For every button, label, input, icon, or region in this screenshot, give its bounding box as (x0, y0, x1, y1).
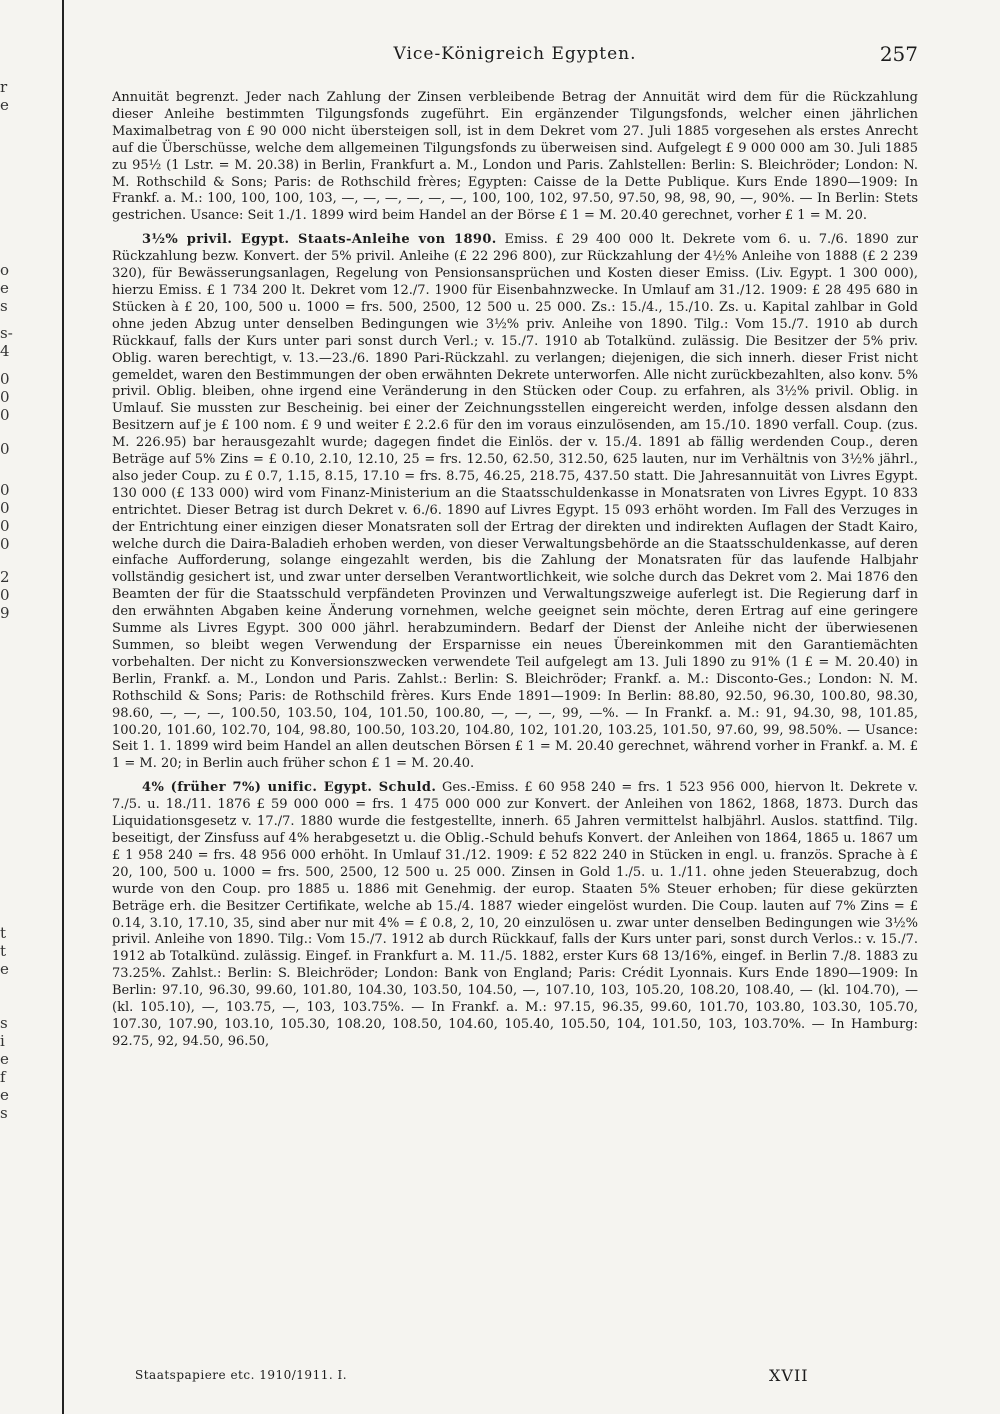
margin-fragment: 4 (0, 342, 10, 360)
margin-fragment: e (0, 1086, 9, 1104)
margin-fragment: 0 (0, 440, 10, 458)
page-footer (135, 1366, 835, 1386)
running-title: Vice-Königreich Egypten. (393, 44, 637, 64)
page-number: 257 (879, 42, 918, 66)
margin-fragment: s- (0, 324, 13, 342)
margin-fragment: e (0, 96, 9, 114)
sheet-number: XVII (769, 1366, 809, 1385)
paragraph-unified-debt (112, 780, 918, 1051)
margin-fragment: 0 (0, 388, 10, 406)
margin-fragment: 0 (0, 406, 10, 424)
margin-fragment: 0 (0, 370, 10, 388)
paragraph-annuity: Annuität begrenzt. Jeder nach Zahlung der Zinsen verbleibende Betrag der Annuität wird dem für die Rückzahlung dieser Anleihe bestimmten Tilgungsfonds zugeführt. Ein ergänzender Tilgungsfonds, welcher einen jährlichen Maximalbetrag von £ 90 000 nicht übersteigen soll, ist in dem Dekret vom 27. Juli 1885 vorgesehen als erstes Anrecht auf die Überschüsse, welche dem allgemeinen Tilgungsfonds zu überweisen sind. Aufgelegt £ 9 000 000 am 30. Juli 1885 zu 95½ (1 Lstr. = M. 20.38) in Berlin, Frankfurt a. M., London und Paris. Zahlstellen: Berlin: S. Bleichröder; London: N. M. Rothschild & Sons; Paris: de Rothschild frères; Egypten: Caisse de la Dette Publique. Kurs Ende 1890—1909: In Frankf. a. M.: 100, 100, 100, 103, —, —, —, —, —, —, 100, 100, 102, 97.50, 97.50, 98, 98, 90, —, 90%. — In Berlin: Stets gestrichen. Usance: Seit 1./1. 1899 wird beim Handel an der Börse £ 1 = M. 20.40 gerechnet, vorher £ 1 = M. 20. (112, 90, 918, 224)
margin-fragment: e (0, 960, 9, 978)
margin-fragment: 0 (0, 499, 10, 517)
margin-fragment: o (0, 261, 10, 279)
margin-fragment: 2 (0, 568, 10, 586)
section-title-unified-debt: 4% (früher 7%) unific. Egypt. Schuld. (142, 780, 437, 796)
margin-fragment: 0 (0, 481, 10, 499)
section-body-loan-1890: Emiss. £ 29 400 000 lt. Dekrete vom 6. u. 7./6. 1890 zur Rückzahlung bezw. Konvert. der 5% privil. Anleihe (£ 22 296 800), zur Rückzahlung der 4½% Anleihe von 1888 (£ 2 239 320), für Bewässerungsanlagen, Regelung von Pensionsansprüchen und Kosten dieser Emiss. (Liv. Egypt. 1 300 000), hierzu Emiss. £ 1 734 200 lt. Dekret vom 12./7. 1900 für Eisenbahnzwecke. In Umlauf am 31./12. 1909: £ 28 495 680 in Stücken à £ 20, 100, 500 u. 1000 = frs. 500, 2500, 12 500 u. 25 000. Zs.: 15./4., 15./10. Zs. u. Kapital zahlbar in Gold ohne jeden Abzug unter denselben Bedingungen wie 3½% priv. Anleihe von 1890. Tilg.: Vom 15./7. 1910 ab durch Rückkauf, falls der Kurs unter pari sonst durch Verl.; v. 15./7. 1910 ab Totalkünd. zulässig. Die Besitzer der 5% priv. Oblig. waren berechtigt, v. 13.—23./6. 1890 Pari-Rückzahl. zu verlangen; diejenigen, die sich innerh. dieser Frist nicht gemeldet, waren den Bestimmungen der oben erwähnten Dekrete unterworfen. Alle nicht zurückbezahlten, also konv. 5% privil. Oblig. bleiben, ohne irgend eine Veränderung in den Stücken oder Coup. zu erfahren, als 3½% privil. Oblig. in Umlauf. Sie mussten zur Bescheinig. bei einer der Zeichnungsstellen eingereicht werden, infolge dessen alsdann den Besitzern auf je £ 100 nom. £ 9 und weiter £ 2.2.6 für den im voraus einzulösenden, am 15./10. 1890 verfall. Coup. (zus. M. 226.95) bar herausgezahlt wurde; dagegen findet die Einlös. der v. 15./4. 1891 ab fällig werdenden Coup., deren Beträge auf 5% Zins = £ 0.10, 2.10, 12.10, 25 = frs. 12.50, 62.50, 312.50, 625 lauten, nur im Verhältnis von 3½% jährl., also jeder Coup. zu £ 0.7, 1.15, 8.15, 17.10 = frs. 8.75, 46.25, 218.75, 437.50 statt. Die Jahresannuität von Livres Egypt. 130 000 (£ 133 000) wird vom Finanz-Ministerium an die Staatsschuldenkasse in Monatsraten von Livres Egypt. 10 833 entrichtet. Dieser Betrag ist durch Dekret v. 6./6. 1890 auf Livres Egypt. 15 093 erhöht worden. Im Fall des Verzuges in der Entrichtung einer einzigen dieser Monatsraten soll der Ertrag der direkten und indirekten Auflagen der Stadt Kairo, welche durch die Daira-Baladieh erhoben werden, von dieser Verwaltungsbehörde an die Staatsschuldenkasse, auf deren einfache Aufforderung, solange eingezahlt werden, bis die Zahlung der Monatsraten für das laufende Halbjahr vollständig gesichert ist, und zwar unter derselben Verantwortlichkeit, wie solche durch das Dekret vom 2. Mai 1876 den Beamten der für die Staatsschuld verpfändeten Provinzen und Verwaltungszweige auferlegt ist. Die Regierung darf in den erwähnten Abgaben keine Änderung vornehmen, welche geeignet sein möchte, deren Ertrag auf eine geringere Summe als Livres Egypt. 300 000 jährl. herabzumindern. Bedarf der Dienst der Anleihe nicht der überwiesenen Summen, so bleibt wegen Verwendung der Ersparnisse ein neues Übereinkommen mit den Garantiemächten vorbehalten. Der nicht zu Konversionszwecken verwendete Teil aufgelegt am 13. Juli 1890 zu 91% (1 £ = M. 20.40) in Berlin, Frankf. a. M., London und Paris. Zahlst.: Berlin: S. Bleichröder; Frankf. a. M.: Disconto-Ges.; London: N. M. Rothschild & Sons; Paris: de Rothschild frères. Kurs Ende 1891—1909: In Berlin: 88.80, 92.50, 96.30, 100.80, 98.30, 98.60, —, —, —, 100.50, 103.50, 104, 101.50, 100.80, —, —, —, 99, —%. — In Frankf. a. M.: 91, 94.30, 98, 101.85, 100.20, 101.60, 102.70, 104, 98.80, 100.50, 103.20, 104.80, 102, 101.20, 103.25, 101.50, 97.60, 99, 98.50%. — Usance: Seit 1. 1. 1899 wird beim Handel an allen deutschen Börsen £ 1 = M. 20.40 gerechnet, während vorher in Frankf. a. M. £ 1 = M. 20; in Berlin auch früher schon £ 1 = M. 20.40. (112, 232, 918, 772)
margin-fragment: 0 (0, 517, 10, 535)
section-body-unified-debt: Ges.-Emiss. £ 60 958 240 = frs. 1 523 956 000, hiervon lt. Dekrete v. 7./5. u. 18./11. 1876 £ 59 000 000 = frs. 1 475 000 000 zur Konvert. der Anleihen von 1862, 1868, 1873. Durch das Liquidationsgesetz v. 17./7. 1880 wurde die festgestellte, innerh. 65 Jahren vermittelst halbjährl. Auslos. stattfind. Tilg. beseitigt, der Zinsfuss auf 4% herabgesetzt u. die Oblig.-Schuld behufs Konvert. der Anleihen von 1864, 1865 u. 1867 um £ 1 958 240 = frs. 48 956 000 erhöht. In Umlauf 31./12. 1909: £ 52 822 240 in Stücken in engl. u. französ. Sprache à £ 20, 100, 500 u. 1000 = frs. 500, 2500, 12 500 u. 25 000. Zinsen in Gold 1./5. u. 1./11. ohne jeden Steuerabzug, doch wurde von den Coup. pro 1885 u. 1886 mit Genehmig. der europ. Staaten 5% Steuer erhoben; für diese gekürzten Beträge erh. die Besitzer Certifikate, welche ab 15./4. 1887 wieder eingelöst wurden. Die Coup. lauten auf 7% Zins = £ 0.14, 3.10, 17.10, 35, sind aber nur mit 4% = £ 0.8, 2, 10, 20 einzulösen u. zwar unter denselben Bedingungen wie 3½% privil. Anleihe von 1890. Tilg.: Vom 15./7. 1912 ab durch Rückkauf, falls der Kurs unter pari, sonst durch Verlos.: v. 15./7. 1912 ab Totalkünd. zulässig. Eingef. in Frankfurt a. M. 11./5. 1882, erster Kurs 68 13/16%, eingef. in Berlin 7./8. 1883 zu 73.25%. Zahlst.: Berlin: S. Bleichröder; London: Bank von England; Paris: Crédit Lyonnais. Kurs Ende 1890—1909: In Berlin: 97.10, 96.30, 99.60, 101.80, 104.30, 103.50, 104.50, —, 107.10, 103, 105.20, 108.20, 108.40, — (kl. 104.70), — (kl. 105.10), —, 103.75, —, 103, 103.75%. — In Frankf. a. M.: 97.15, 96.35, 99.60, 101.70, 103.80, 103.30, 105.70, 107.30, 107.90, 103.10, 105.30, 108.20, 108.50, 104.60, 105.40, 105.50, 104, 101.50, 103, 103.70%. — In Hamburg: 92.75, 92, 94.50, 96.50, (112, 780, 918, 1049)
page-header (110, 44, 920, 70)
binding-edge-rule (62, 0, 64, 1414)
margin-fragment: r (0, 78, 8, 96)
margin-fragment: s (0, 297, 8, 315)
margin-fragment: 0 (0, 586, 10, 604)
margin-fragment: s (0, 1014, 8, 1032)
section-title-loan-1890: 3½% privil. Egypt. Staats-Anleihe von 1890. (142, 232, 497, 248)
margin-fragment: f (0, 1068, 6, 1086)
body-text (112, 90, 918, 1058)
margin-fragment: t (0, 942, 7, 960)
margin-fragment: 9 (0, 604, 10, 622)
margin-fragment: t (0, 924, 7, 942)
margin-fragment: e (0, 1050, 9, 1068)
margin-fragment: s (0, 1104, 8, 1122)
margin-fragment: e (0, 279, 9, 297)
margin-fragment: i (0, 1032, 5, 1050)
paragraph-loan-1890 (112, 232, 918, 773)
margin-fragment: 0 (0, 535, 10, 553)
signature-mark: Staatspapiere etc. 1910/1911. I. (135, 1368, 348, 1382)
